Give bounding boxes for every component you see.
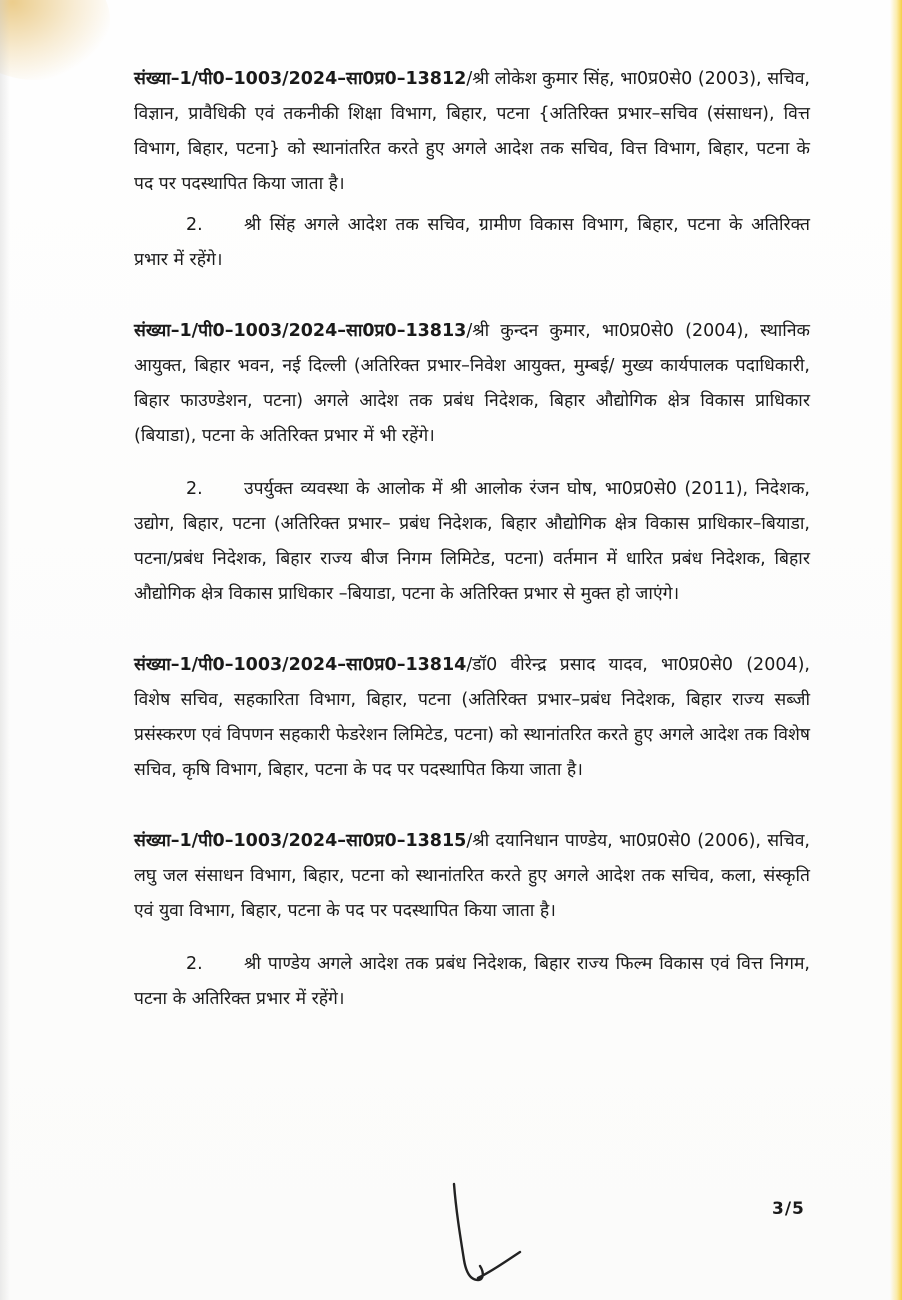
paper-stain: [0, 0, 110, 80]
order-reference: संख्या–1/पी0–1003/2024–सा0प्र0–13815: [134, 831, 467, 851]
sub-paragraph: [134, 472, 810, 612]
order-reference: संख्या–1/पी0–1003/2024–सा0प्र0–13814: [134, 655, 467, 675]
signature-mark: [440, 1180, 530, 1290]
order-13813: [134, 314, 810, 612]
paragraph-number: 2.: [186, 479, 203, 499]
paragraph-text: उपर्युक्त व्यवस्था के आलोक में श्री आलोक रंजन घोष, भा0प्र0से0 (2011), निदेशक, उद्योग, बिहार, पटना (अतिरिक्त प्रभार– प्रबंध निदेशक, बिहार औद्योगिक क्षेत्र विकास प्राधिकार–बियाडा, पटना/प्रबंध निदेशक, बिहार राज्य बीज निगम लिमिटेड, पटना) वर्तमान में धारित प्रबंध निदेशक, बिहार औद्योगिक क्षेत्र विकास प्राधिकार –बियाडा, पटना के अतिरिक्त प्रभार से मुक्त हो जाएंगे।: [134, 479, 810, 604]
order-13815: [134, 824, 810, 1017]
sub-paragraph: [134, 947, 810, 1017]
page-number: 3/5: [772, 1199, 805, 1219]
order-13814: [134, 648, 810, 788]
order-13812: [134, 62, 810, 278]
order-paragraph: [134, 648, 810, 788]
order-paragraph: [134, 824, 810, 929]
order-text: /श्री दयानिधान पाण्डेय, भा0प्र0से0 (2006), सचिव, लघु जल संसाधन विभाग, बिहार, पटना को स्थानांतरित करते हुए अगले आदेश तक सचिव, कला, संस्कृति एवं युवा विभाग, बिहार, पटना के पद पर पदस्थापित किया जाता है।: [134, 831, 810, 921]
order-reference: संख्या–1/पी0–1003/2024–सा0प्र0–13812: [134, 69, 467, 89]
order-text: /डॉ0 वीरेन्द्र प्रसाद यादव, भा0प्र0से0 (2004), विशेष सचिव, सहकारिता विभाग, बिहार, पटना (अतिरिक्त प्रभार–प्रबंध निदेशक, बिहार राज्य सब्जी प्रसंस्करण एवं विपणन सहकारी फेडरेशन लिमिटेड, पटना) को स्थानांतरित करते हुए अगले आदेश तक विशेष सचिव, कृषि विभाग, बिहार, पटना के पद पर पदस्थापित किया जाता है।: [134, 655, 810, 780]
page-edge-right: [890, 0, 902, 1300]
paragraph-number: 2.: [186, 215, 203, 235]
paragraph-text: श्री सिंह अगले आदेश तक सचिव, ग्रामीण विकास विभाग, बिहार, पटना के अतिरिक्त प्रभार में रहेंगे।: [134, 215, 810, 270]
order-text: /श्री कुन्दन कुमार, भा0प्र0से0 (2004), स्थानिक आयुक्त, बिहार भवन, नई दिल्ली (अतिरिक्त प्रभार–निवेश आयुक्त, मुम्बई/ मुख्य कार्यपालक पदाधिकारी, बिहार फाउण्डेशन, पटना) अगले आदेश तक प्रबंध निदेशक, बिहार औद्योगिक क्षेत्र विकास प्राधिकार (बियाडा), पटना के अतिरिक्त प्रभार में भी रहेंगे।: [134, 321, 810, 446]
paragraph-number: 2.: [186, 954, 203, 974]
page-edge-left: [0, 0, 10, 1300]
order-paragraph: [134, 62, 810, 202]
paragraph-text: श्री पाण्डेय अगले आदेश तक प्रबंध निदेशक, बिहार राज्य फिल्म विकास एवं वित्त निगम, पटना के अतिरिक्त प्रभार में रहेंगे।: [134, 954, 810, 1009]
order-text: /श्री लोकेश कुमार सिंह, भा0प्र0से0 (2003), सचिव, विज्ञान, प्रावैधिकी एवं तकनीकी शिक्षा विभाग, बिहार, पटना {अतिरिक्त प्रभार–सचिव (संसाधन), वित्त विभाग, बिहार, पटना} को स्थानांतरित करते हुए अगले आदेश तक सचिव, वित्त विभाग, बिहार, पटना के पद पर पदस्थापित किया जाता है।: [134, 69, 810, 194]
document-body: [134, 62, 810, 1017]
order-reference: संख्या–1/पी0–1003/2024–सा0प्र0–13813: [134, 321, 467, 341]
sub-paragraph: [134, 208, 810, 278]
order-paragraph: [134, 314, 810, 454]
